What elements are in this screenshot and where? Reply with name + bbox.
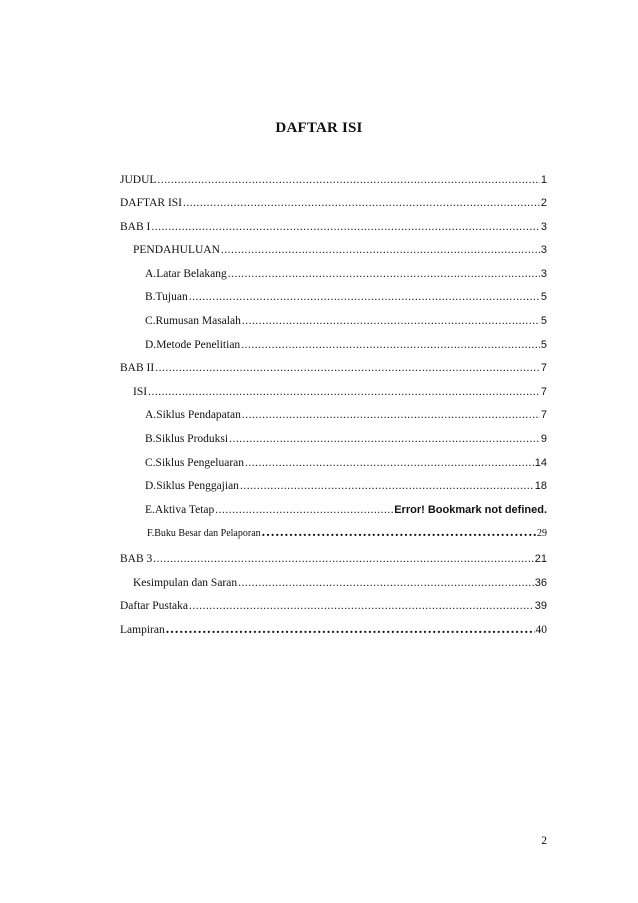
toc-entry-page: 3 (540, 268, 547, 280)
toc-entry-label: Buku Besar dan Pelaporan (154, 528, 261, 539)
toc-entry-page: 7 (540, 409, 547, 421)
toc-entry-lampiran[interactable] (120, 622, 547, 638)
toc-leader-dots (183, 195, 540, 211)
page-number: 2 (541, 835, 547, 847)
toc-leader-dots (155, 360, 540, 376)
toc-leader-dots (262, 525, 536, 542)
toc-entry-page: 3 (540, 244, 547, 256)
toc-entry-label: BAB 3 (120, 553, 153, 565)
toc-entry-rumusan-masalah[interactable] (145, 313, 547, 329)
toc-leader-dots (240, 478, 534, 494)
toc-entry-aktiva-tetap[interactable] (145, 502, 547, 518)
toc-entry-daftar-isi[interactable] (120, 195, 547, 211)
toc-entry-isi[interactable] (133, 384, 547, 400)
toc-entry-label: Daftar Pustaka (120, 600, 189, 612)
toc-entry-page: 7 (540, 362, 547, 374)
toc-entry-bab-ii[interactable] (120, 360, 547, 376)
toc-entry-label: PENDAHULUAN (133, 244, 220, 256)
toc-leader-dots (153, 551, 533, 567)
toc-entry-letter: F. (147, 528, 155, 539)
toc-entry-letter: A. (145, 409, 157, 421)
toc-entry-siklus-pendapatan[interactable] (145, 407, 547, 423)
toc-leader-dots (166, 622, 535, 638)
toc-entry-label: Aktiva Tetap (154, 504, 215, 516)
toc-entry-metode-penelitian[interactable] (145, 337, 547, 353)
toc-entry-label: BAB II (120, 362, 155, 374)
toc-entry-bab-i[interactable] (120, 219, 547, 235)
toc-leader-dots (242, 313, 540, 329)
toc-entry-letter: C. (145, 457, 156, 469)
toc-entry-label: Kesimpulan dan Saran (133, 577, 238, 589)
toc-leader-dots (229, 431, 540, 447)
toc-leader-dots (238, 575, 534, 591)
toc-entry-buku-besar[interactable] (147, 525, 547, 542)
toc-entry-kesimpulan-dan-saran[interactable] (133, 575, 547, 591)
toc-entry-page: 9 (540, 433, 547, 445)
toc-entry-page: 18 (534, 480, 547, 492)
toc-entry-label: BAB I (120, 221, 151, 233)
toc-entry-page: 1 (540, 174, 547, 186)
toc-entry-letter: C. (145, 315, 156, 327)
toc-entry-label: Metode Penelitian (156, 339, 241, 351)
toc-leader-dots (228, 266, 540, 282)
toc-entry-pendahuluan[interactable] (133, 242, 547, 258)
toc-entry-label: Rumusan Masalah (155, 315, 241, 327)
toc-entry-label: DAFTAR ISI (120, 197, 183, 209)
toc-leader-dots (157, 172, 539, 188)
toc-entry-page: 7 (540, 386, 547, 398)
toc-entry-siklus-produksi[interactable] (145, 431, 547, 447)
toc-entry-page: 21 (534, 553, 547, 565)
toc-leader-dots (215, 502, 393, 518)
toc-entry-letter: E. (145, 504, 155, 516)
toc-entry-page: 2 (540, 197, 547, 209)
toc-entry-siklus-pengeluaran[interactable] (145, 455, 547, 471)
toc-entry-label: Latar Belakang (156, 268, 227, 280)
toc-entry-label: Siklus Pendapatan (156, 409, 241, 421)
toc-leader-dots (241, 337, 540, 353)
toc-entry-label: Lampiran (120, 624, 165, 636)
toc-error-message: Error! Bookmark not defined. (394, 504, 547, 516)
toc-entry-letter: D. (145, 480, 157, 492)
toc-entry-label: Siklus Pengeluaran (155, 457, 245, 469)
toc-leader-dots (148, 384, 540, 400)
toc-entry-label: Siklus Produksi (155, 433, 229, 445)
toc-entry-label: Tujuan (155, 291, 188, 303)
toc-entry-page: 36 (534, 577, 547, 589)
toc-leader-dots (189, 598, 534, 614)
toc-leader-dots (151, 219, 540, 235)
toc-entry-page: 5 (540, 315, 547, 327)
toc-entry-letter: D. (145, 339, 157, 351)
toc-entry-letter: A. (145, 268, 157, 280)
toc-entry-bab-3[interactable] (120, 551, 547, 567)
toc-entry-judul[interactable] (120, 172, 547, 188)
toc-entry-label: JUDUL (120, 174, 157, 186)
toc-leader-dots (245, 455, 534, 471)
toc-entry-page: 29 (537, 528, 547, 539)
toc-leader-dots (242, 407, 540, 423)
toc-entry-latar-belakang[interactable] (145, 266, 547, 282)
toc-entry-tujuan[interactable] (145, 289, 547, 305)
toc-entry-page: 5 (540, 291, 547, 303)
toc-entry-page: 3 (540, 221, 547, 233)
toc-entry-daftar-pustaka[interactable] (120, 598, 547, 614)
page-title: DAFTAR ISI (275, 120, 363, 136)
toc-entry-page: 5 (540, 339, 547, 351)
toc-entry-letter: B. (145, 291, 156, 303)
toc-entry-letter: B. (145, 433, 156, 445)
toc-entry-page: 14 (534, 457, 547, 469)
toc-entry-siklus-penggajian[interactable] (145, 478, 547, 494)
toc-entry-label: ISI (133, 386, 148, 398)
toc-leader-dots (221, 242, 540, 258)
toc-leader-dots (189, 289, 540, 305)
toc-entry-page: 40 (535, 624, 547, 636)
toc-entry-page: 39 (534, 600, 547, 612)
toc-entry-label: Siklus Penggajian (156, 480, 239, 492)
